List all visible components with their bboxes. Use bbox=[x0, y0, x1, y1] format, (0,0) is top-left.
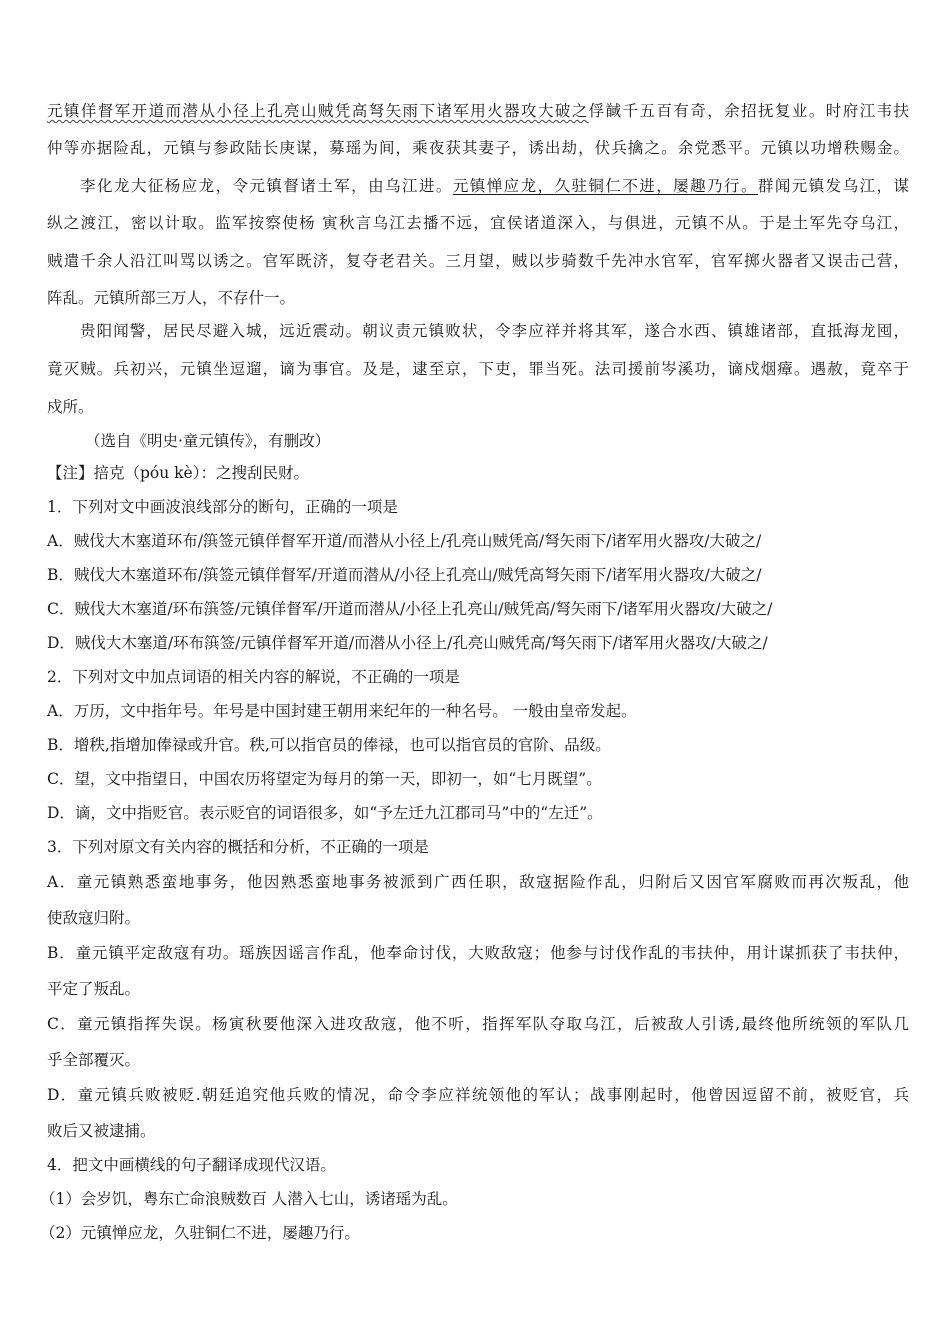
question-option: B．贼伐大木塞道环布/篊签元镇佯督军/开道而潜从/小径上孔亮山/贼凭高弩矢雨下/诸军用火器攻/大破之/ bbox=[47, 566, 762, 584]
passage-line: 贼遣千余人沿江叫骂以诱之。官军既济，复夺老君关。三月望，贼以步骑数千先冲水官军，官军掷火器者又误击己营， bbox=[47, 252, 909, 270]
question-option-cont: 平定了叛乱。 bbox=[47, 980, 141, 998]
passage-line: 戍所。 bbox=[47, 398, 94, 416]
passage-line: 李化龙大征杨应龙，令元镇督诸土军，由乌江进。元镇惮应龙，久驻铜仁不进，屡趣乃行。群闻元镇发乌江，谋 bbox=[80, 177, 909, 195]
underlined-sentence: 元镇惮应龙，久驻铜仁不进，屡趣乃行。 bbox=[452, 177, 758, 195]
question-option: B．增秩,指增加俸禄或升官。秩,可以指官员的俸禄，也可以指官员的官阶、品级。 bbox=[47, 736, 611, 754]
question-option-cont: 乎全部覆灭。 bbox=[47, 1051, 141, 1069]
question-stem: 3．下列对原文有关内容的概括和分析，不正确的一项是 bbox=[47, 838, 429, 856]
question-stem: 4．把文中画横线的句子翻译成现代汉语。 bbox=[47, 1156, 336, 1174]
question-option: A．贼伐大木塞道环布/篊签元镇佯督军开道/而潜从小径上/孔亮山贼凭高/弩矢雨下/诸军用火器攻/大破之/ bbox=[47, 532, 762, 550]
question-option: （1）会岁饥，粤东亡命浪贼数百 人潜入七山，诱诸瑶为乱。 bbox=[40, 1190, 458, 1208]
source-citation: （选自《明史·童元镇传》，有删改） bbox=[85, 432, 331, 450]
question-option: D．谪，文中指贬官。表示贬官的词语很多，如“予左迁九江郡司马”中的“左迁”。 bbox=[47, 804, 603, 822]
question-option: C．童元镇指挥失误。杨寅秋要他深入进攻敌寇，他不听，指挥军队夺取乌江，后被敌人引诱,最终他所统领的军队几 bbox=[47, 1015, 909, 1033]
footnote: 【注】掊克（póu kè）：之搜刮民财。 bbox=[47, 464, 309, 482]
question-option-cont: 败后又被逮捕。 bbox=[47, 1122, 156, 1140]
passage-line: 元镇佯督军开道而潜从小径上孔亮山贼凭高弩矢雨下诸军用火器攻大破之俘馘千五百有奇，余招抚复业。时府江韦扶 bbox=[47, 102, 909, 120]
question-option: D．童元镇兵败被贬.朝廷追究他兵败的情况，命令李应祥统领他的军认；战事刚起时，他曾因逗留不前，被贬官，兵 bbox=[47, 1086, 909, 1104]
question-option: （2）元镇惮应龙，久驻铜仁不进，屡趣乃行。 bbox=[40, 1224, 360, 1242]
question-option: B．童元镇平定敌寇有功。瑶族因谣言作乱，他奉命讨伐，大败敌寇；他参与讨伐作乱的韦扶仲，用计谋抓获了韦扶仲， bbox=[47, 944, 909, 962]
question-option: C．望，文中指望日，中国农历将望定为每月的第一天，即初一，如“七月既望”。 bbox=[47, 770, 602, 788]
passage-line: 贵阳闻警，居民尽避入城，远近震动。朝议责元镇败状，令李应祥并将其军，遂合水西、镇雄诸部，直抵海龙囤， bbox=[80, 322, 909, 340]
question-option: A．万历，文中指年号。年号是中国封建王朝用来纪年的一种名号。 一般由皇帝发起。 bbox=[47, 702, 637, 720]
passage-line: 竟灭贼。兵初兴，元镇坐逗遛，谪为事官。及是，逮至京，下吏，罪当死。法司援前岑溪功，谪戍烟瘴。遇赦，竟卒于 bbox=[47, 360, 909, 378]
question-option: C．贼伐大木塞道/环布篊签/元镇佯督军/开道而潜从/小径上孔亮山/贼凭高/弩矢雨下/诸军用火器攻/大破之/ bbox=[47, 600, 773, 618]
question-option: D．贼伐大木塞道/环布篊签/元镇佯督军开道/而潜从小径上/孔亮山贼凭高/弩矢雨下/诸军用火器攻/大破之/ bbox=[47, 634, 768, 652]
passage-line: 阵乱。元镇所部三万人，不存什一。 bbox=[47, 289, 296, 307]
passage-line: 纵之渡江，密以计取。监军按察使杨 寅秋言乌江去播不远，宜侯诸道深入，与俱进，元镇不从。于是土军先夺乌江， bbox=[47, 214, 909, 232]
wavy-underlined-text: 元镇佯督军开道而潜从小径上孔亮山贼凭高弩矢雨下诸军用火器攻大破之 bbox=[47, 102, 589, 120]
passage-line: 仲等亦据险乱，元镇与参政陆长庚谋，募瑶为间，乘夜获其妻子，诱出劫，伏兵擒之。余党悉平。元镇以功增秩赐金。 bbox=[47, 139, 909, 157]
question-option-cont: 使敌寇归附。 bbox=[47, 909, 141, 927]
question-option: A．童元镇熟悉蛮地事务，他因熟悉蛮地事务被派到广西任职，敌寇据险作乱，归附后又因官军腐败而再次叛乱，他 bbox=[47, 873, 909, 891]
question-stem: 1．下列对文中画波浪线部分的断句，正确的一项是 bbox=[47, 498, 398, 516]
question-stem: 2．下列对文中加点词语的相关内容的解说，不正确的一项是 bbox=[47, 668, 460, 686]
